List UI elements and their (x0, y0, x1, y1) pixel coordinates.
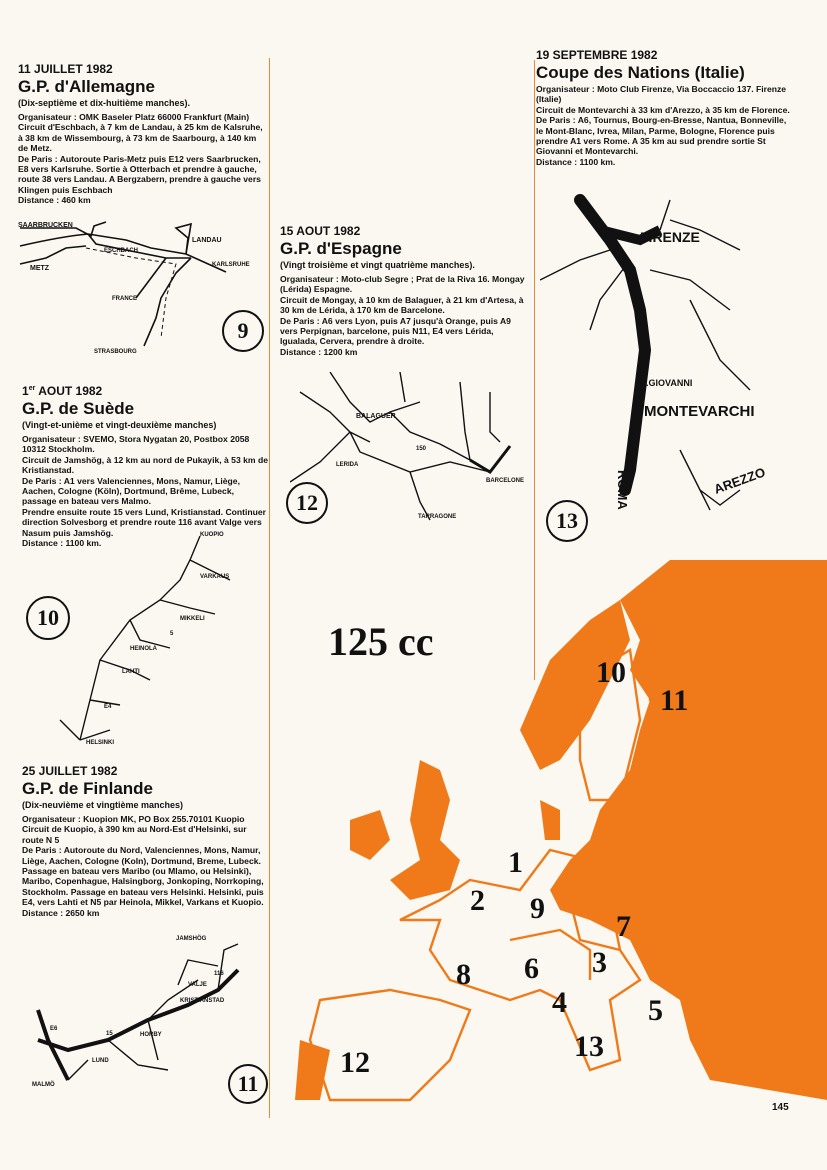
map-label: HORBY (140, 1032, 162, 1038)
map-label: STRASBOURG (94, 349, 137, 355)
map-label: 85 (638, 357, 651, 371)
map-label: AREZZO (711, 464, 768, 497)
event-title: G.P. d'Allemagne (18, 77, 155, 96)
europe-number: 1 (508, 846, 523, 879)
europe-number: 4 (552, 986, 567, 1019)
circuit-number-badge: 10 (26, 596, 70, 640)
event-date: 19 SEPTEMBRE 1982 (536, 48, 658, 62)
europe-number: 8 (456, 958, 471, 991)
europe-number: 5 (648, 994, 663, 1027)
event-date: 1er AOUT 1982 (22, 384, 103, 398)
europe-number: 9 (530, 892, 545, 925)
map-label: METZ (30, 265, 50, 272)
event-subtitle: (Dix-septième et dix-huitième manches). (18, 98, 191, 108)
europe-number: 10 (596, 656, 626, 689)
event-allemagne (18, 62, 268, 206)
map-label: 15 (106, 1031, 113, 1037)
map-label: E4 (104, 704, 112, 710)
europe-number: 3 (592, 946, 607, 979)
map-label: LANDAU (192, 237, 222, 244)
europe-number: 7 (616, 910, 631, 943)
map-label: LERIDA (336, 462, 359, 468)
map-label: VALJE (188, 982, 207, 988)
circuit-number-badge: 9 (222, 310, 264, 352)
map-label: MALMÖ (32, 1082, 55, 1088)
map-label: S.GIOVANNI (640, 378, 693, 388)
event-suede (22, 382, 268, 548)
circuit-number-badge: 12 (286, 482, 328, 524)
map-label: HELSINKI (86, 740, 115, 746)
map-label: LUND (92, 1058, 109, 1064)
europe-number: 6 (524, 952, 539, 985)
event-details: Organisateur : Moto Club Firenze, Via Boccaccio 137. Firenze (Italie) Circuit de Montevarchi à 33 km d'Arezzo, à 35 km de Florence. De Paris : A6, Tournus, Bourg-en-Bresse, Nantua, Bonneville, le Mont-Blanc, Ivrea, Milan, Parme, Bologne, Florence puis prendre A1 vers Rome. A 35 km au sud prendre sortie St Giovanni et Montevarchi. Distance : 1100 km. (536, 84, 790, 167)
europe-number: 2 (470, 884, 485, 917)
map-finlande-route (40, 530, 240, 750)
map-label: KRISTIANSTAD (180, 998, 225, 1004)
map-label: BALAGUER (356, 413, 396, 420)
circuit-number-badge: 11 (228, 1064, 268, 1104)
map-label: JAMSHÖG (176, 936, 207, 942)
map-label: 116 (214, 971, 224, 977)
europe-map (290, 560, 827, 1110)
map-label: SAARBRUCKEN (18, 222, 73, 229)
column-divider-left (269, 58, 270, 1118)
event-details: Organisateur : Kuopion MK, PO Box 255.70101 Kuopio Circuit de Kuopio, à 390 km au Nord-Est d'Helsinki, sur route N 5 De Paris : Autoroute du Nord, Valenciennes, Mons, Namur, Liège, Aachen, Cologne (Koln), Dortmund, Breme, Lubeck. Passage en bateau vers Maribo (ou Mlamo, ou Helsinki), Maribo, Copenhague, Halsingborg, Jonkoping, Norrkoping, Stockholm. Passage en bateau vers Helsinki. Helsinki, puis E4, vers Lahti et N5 par Heinola, Mikkel, Varkans et Kuopio. Distance : 2650 km (22, 814, 264, 918)
event-finlande (22, 764, 268, 918)
map-label: TARRAGONE (418, 514, 457, 520)
event-subtitle: (Dix-neuvième et vingtième manches) (22, 800, 184, 810)
map-label: VARKAUS (200, 574, 230, 580)
map-label: MONTEVARCHI (644, 403, 755, 420)
event-title: Coupe des Nations (Italie) (536, 63, 745, 82)
event-title: G.P. de Finlande (22, 779, 153, 798)
map-label: HEINOLA (130, 646, 157, 652)
map-label: BARCELONE (486, 478, 525, 484)
map-label: FIRENZE (640, 229, 700, 245)
page-number: 145 (772, 1102, 789, 1113)
event-subtitle: (Vingt troisième et vingt quatrième manches). (280, 260, 475, 270)
event-details: Organisateur : OMK Baseler Platz 66000 Frankfurt (Main) Circuit d'Eschbach, à 7 km de Landau, à 25 km de Kalsruhe, à 38 km de Wissembourg, à 73 km de Saarbourg, à 140 km de Metz. De Paris : Autoroute Paris-Metz puis E12 vers Saarbrucken, E8 vers Karlsruhe. Sortie à Otterbach et prendre à gauche, route 38 vers Landau. A Bergzabern, prendre à gauche vers Klingen puis Eschbach Distance : 460 km (18, 112, 263, 206)
europe-number: 11 (660, 684, 689, 717)
map-label: KUOPIO (200, 532, 224, 538)
event-title: G.P. d'Espagne (280, 239, 402, 258)
map-label: FRANCE (112, 296, 137, 302)
map-label: 5 (170, 631, 174, 637)
event-date: 15 AOUT 1982 (280, 224, 361, 238)
map-label: 150 (416, 446, 427, 452)
map-italie (540, 190, 770, 530)
map-label: E6 (50, 1026, 58, 1032)
map-label: LAHTI (122, 669, 140, 675)
event-espagne (280, 224, 528, 357)
map-label: ROMA (615, 470, 630, 510)
map-label: KARLSRUHE (212, 262, 250, 268)
europe-number: 12 (340, 1046, 370, 1079)
europe-number: 13 (574, 1030, 604, 1063)
class-label: 125 cc (328, 619, 434, 664)
circuit-number-badge: 13 (546, 500, 588, 542)
map-label: ESCHBACH (104, 248, 139, 254)
map-label: MIKKELI (180, 616, 205, 622)
event-date: 25 JUILLET 1982 (22, 764, 118, 778)
event-nations (536, 48, 792, 167)
event-subtitle: (Vingt-et-unième et vingt-deuxième manches) (22, 420, 217, 430)
event-details: Organisateur : Moto-club Segre ; Prat de la Riva 16. Mongay (Lérida) Espagne. Circuit de Mongay, à 10 km de Balaguer, à 21 km d'Artesa, à 30 km de Lérida, à 170 km de Barcelone. De Paris : A6 vers Lyon, puis A7 jusqu'à Orange, puis A9 vers Perpignan, barcelone, puis N11, E4 vers Lérida, Igualada, Cervera, prendre à droite. Distance : 1200 km (280, 274, 525, 357)
event-details: Organisateur : SVEMO, Stora Nygatan 20, Postbox 2058 10312 Stockholm. Circuit de Jamshög, à 12 km au nord de Pukayik, à 53 km de Kristianstad. De Paris : A1 vers Valenciennes, Mons, Namur, Liège, Aachen, Cologne (Köln), Dortmund, Brême, Lubeck, passage en bateau vers Malmo. Prendre ensuite route 15 vers Lund, Kristianstad. Continuer direction Solvesborg et prendre route 116 avant Valge vers Nasum puis Jamshög. Distance : 1100 km. (22, 434, 268, 549)
event-title: G.P. de Suède (22, 399, 135, 418)
event-date: 11 JUILLET 1982 (18, 62, 113, 76)
